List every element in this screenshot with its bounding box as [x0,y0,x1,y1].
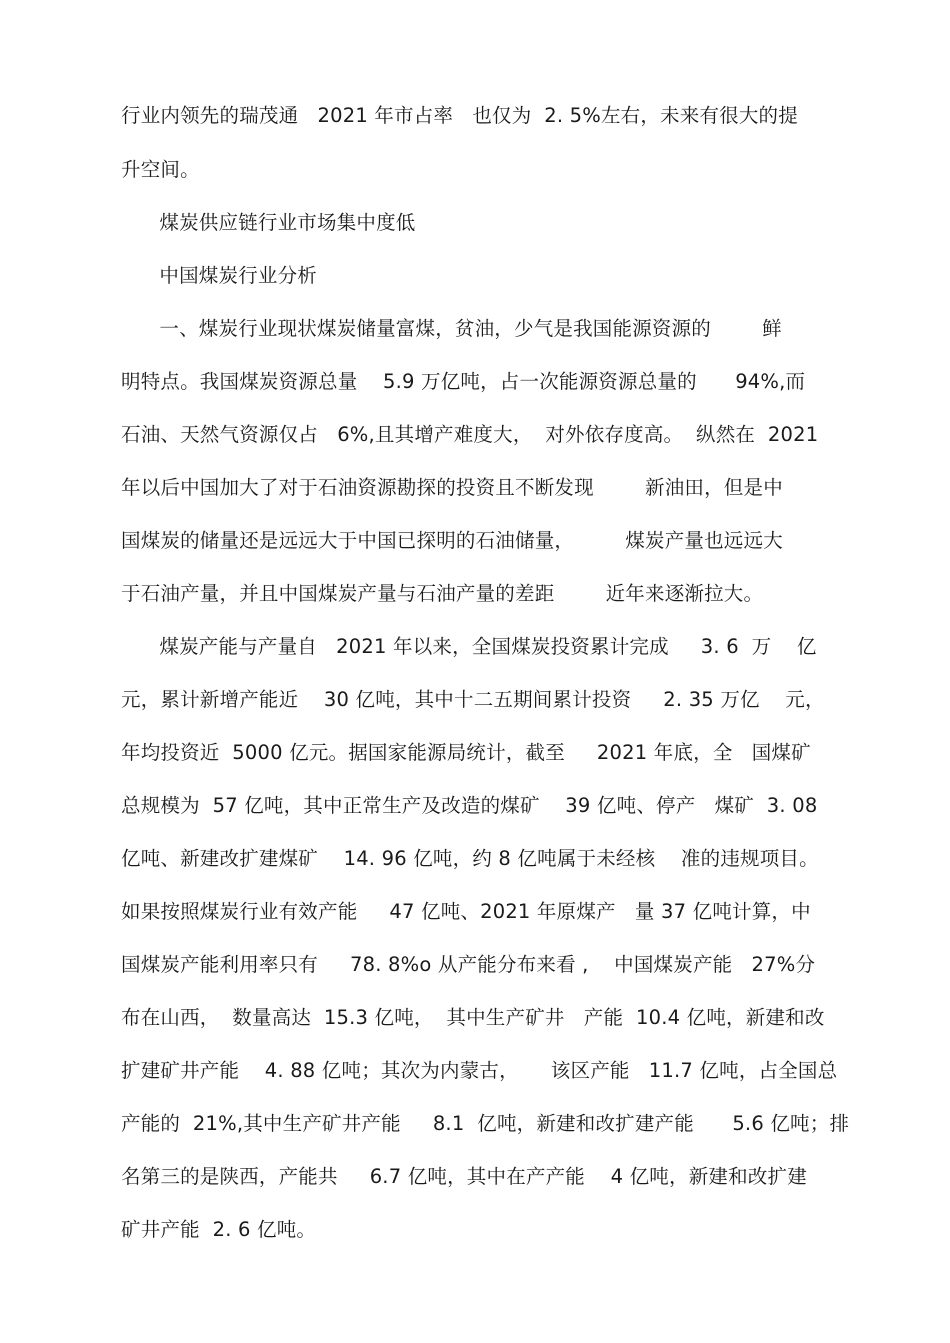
text-line: 明特点。我国煤炭资源总量 5.9 万亿吨，占一次能源资源总量的 94%,而 [121,370,806,393]
text-line: 总规模为 57 亿吨，其中正常生产及改造的煤矿 39 亿吨、停产 煤矿 3. 08 [121,794,818,817]
text-line: 年以后中国加大了对于石油资源勘探的投资且不断发现 新油田，但是中 [121,476,783,499]
text-line: 元，累计新增产能近 30 亿吨，其中十二五期间累计投资 2. 35 万亿 元， [121,688,825,711]
text-line: 矿井产能 2. 6 亿吨。 [121,1218,317,1241]
text-line: 名第三的是陕西，产能共 6.7 亿吨，其中在产产能 4 亿吨，新建和改扩建 [121,1165,807,1188]
text-line: 亿吨、新建改扩建煤矿 14. 96 亿吨，约 8 亿吨属于未经核 准的违规项目。 [121,847,819,870]
text-line: 行业内领先的瑞茂通 2021 年市占率 也仅为 2. 5%左右，未来有很大的提 [121,104,798,127]
text-line: 一、煤炭行业现状煤炭储量富煤，贫油，少气是我国能源资源的 鲜 [121,317,782,340]
text-line: 于石油产量，并且中国煤炭产量与石油产量的差距 近年来逐渐拉大。 [121,582,764,605]
text-line: 国煤炭的储量还是远远大于中国已探明的石油储量， 煤炭产量也远远大 [121,529,783,552]
text-line: 煤炭产能与产量自 2021 年以来，全国煤炭投资累计完成 3. 6 万 亿 [121,635,817,658]
text-line: 石油、天然气资源仅占 6%,且其增产难度大， 对外依存度高。 纵然在 2021 [121,423,819,446]
text-line: 扩建矿井产能 4. 88 亿吨；其次为内蒙古， 该区产能 11.7 亿吨，占全国总 [121,1059,838,1082]
section-heading: 中国煤炭行业分析 [121,264,317,287]
text-line: 升空间。 [121,158,200,181]
text-line: 年均投资近 5000 亿元。据国家能源局统计，截至 2021 年底，全 国煤矿 [121,741,811,764]
text-line: 布在山西， 数量高达 15.3 亿吨， 其中生产矿井 产能 10.4 亿吨，新建和改 [121,1006,825,1029]
section-heading: 煤炭供应链行业市场集中度低 [121,211,416,234]
text-line: 如果按照煤炭行业有效产能 47 亿吨、2021 年原煤产 量 37 亿吨计算，中 [121,900,811,923]
text-line: 国煤炭产能利用率只有 78. 8%o 从产能分布来看 , 中国煤炭产能 27%分 [121,953,816,976]
text-line: 产能的 21%,其中生产矿井产能 8.1 亿吨，新建和改扩建产能 5.6 亿吨；排 [121,1112,850,1135]
